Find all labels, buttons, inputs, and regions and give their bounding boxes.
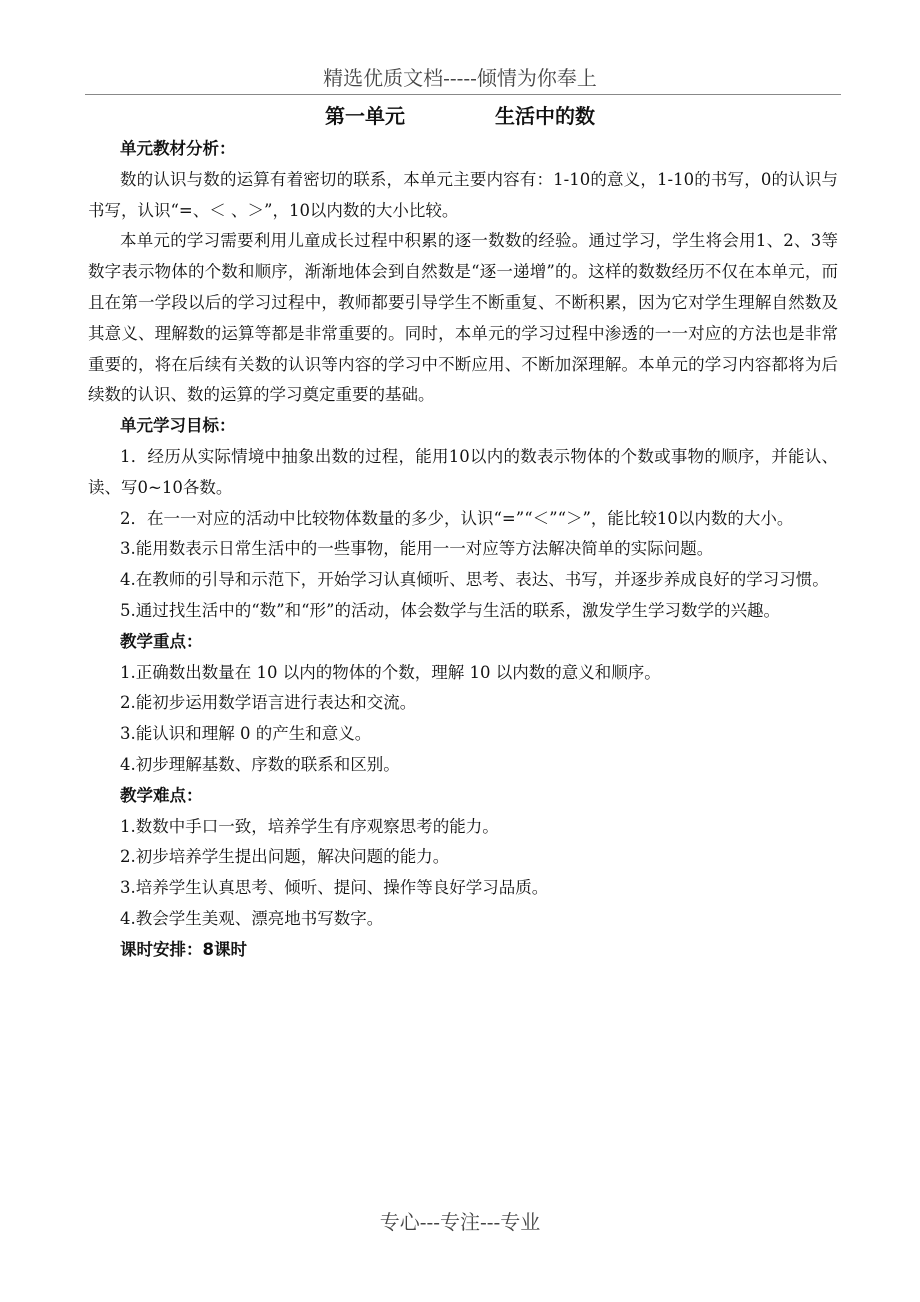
title-name: 生活中的数 [495, 104, 595, 128]
key-point-item: 2.能初步运用数学语言进行表达和交流。 [120, 693, 417, 713]
goals-heading: 单元学习目标： [120, 416, 236, 436]
difficulty-item: 3.培养学生认真思考、倾听、提问、操作等良好学习品质。 [120, 878, 549, 898]
goal-item: 4.在教师的引导和示范下，开始学习认真倾听、思考、表达、书写，并逐步养成良好的学习习惯。 [120, 570, 829, 590]
goal-item: 2．在一一对应的活动中比较物体数量的多少，认识“=”“＜”“＞”，能比较10以内数的大小。 [120, 508, 794, 528]
difficulties-heading: 教学难点： [120, 785, 203, 805]
document-body [88, 134, 838, 966]
key-point-item: 4.初步理解基数、序数的联系和区别。 [120, 754, 400, 774]
document-title [0, 100, 920, 129]
header-divider [85, 94, 841, 95]
page-header: 精选优质文档-----倾情为你奉上 [323, 66, 597, 90]
goal-item: 5.通过找生活中的“数”和“形”的活动，体会数学与生活的联系，激发学生学习数学的兴趣。 [120, 600, 780, 620]
page-footer: 专心---专注---专业 [379, 1210, 541, 1234]
key-point-item: 1.正确数出数量在 10 以内的物体的个数，理解 10 以内数的意义和顺序。 [120, 662, 661, 682]
difficulty-item: 1.数数中手口一致，培养学生有序观察思考的能力。 [120, 816, 499, 836]
analysis-heading: 单元教材分析： [120, 139, 236, 158]
title-unit: 第一单元 [325, 104, 405, 128]
goal-item: 3.能用数表示日常生活中的一些事物，能用一一对应等方法解决简单的实际问题。 [120, 539, 714, 559]
key-points-heading: 教学重点： [120, 631, 203, 651]
analysis-paragraph: 本单元的学习需要利用儿童成长过程中积累的逐一数数的经验。通过学习，学生将会用1、2、3等数字表示物体的个数和顺序，渐渐地体会到自然数是“逐一递增”的。这样的数数经历不仅在本单元，而且在第一学段以后的学习过程中，教师都要引导学生不断重复、不断积累，因为它对学生理解自然数及其意义、理解数的运算等都是非常重要的。同时，本单元的学习过程中渗透的一一对应的方法也是非常重要的，将在后续有关数的认识等内容的学习中不断应用、不断加深理解。本单元的学习内容都将为后续数的认识、数的运算的学习奠定重要的基础。 [88, 231, 838, 405]
goal-item: 1．经历从实际情境中抽象出数的过程，能用10以内的数表示物体的个数或事物的顺序，并能认、读、写0~10各数。 [88, 446, 838, 497]
difficulty-item: 4.教会学生美观、漂亮地书写数字。 [120, 908, 384, 928]
schedule-heading: 课时安排：8课时 [120, 939, 247, 959]
key-point-item: 3.能认识和理解 0 的产生和意义。 [120, 724, 372, 744]
difficulty-item: 2.初步培养学生提出问题，解决问题的能力。 [120, 847, 450, 867]
analysis-paragraph: 数的认识与数的运算有着密切的联系，本单元主要内容有：1-10的意义，1-10的书写，0的认识与书写，认识“=、＜ 、＞”，10以内数的大小比较。 [88, 169, 838, 220]
